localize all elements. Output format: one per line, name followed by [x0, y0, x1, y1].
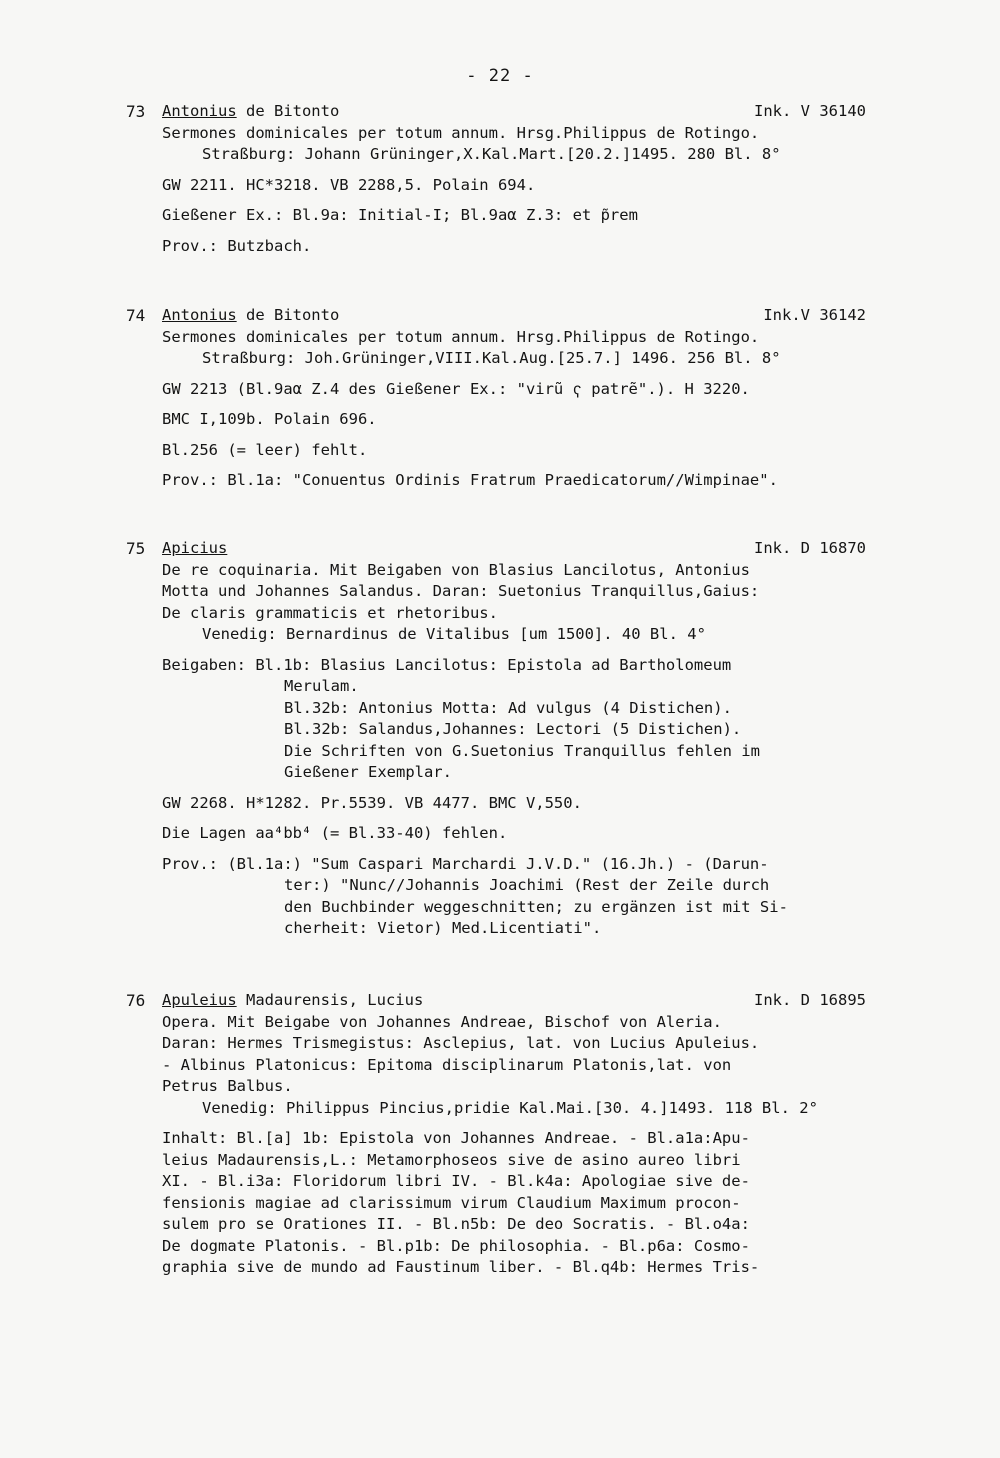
entry-line: De re coquinaria. Mit Beigaben von Blasius Lancilotus, Antonius	[162, 560, 750, 579]
entry-line: Bl.32b: Antonius Motta: Ad vulgus (4 Distichen).	[284, 698, 732, 717]
author-name: Apicius	[162, 539, 228, 557]
entry-line: Bl.32b: Salandus,Johannes: Lectori (5 Distichen).	[284, 720, 742, 738]
entry-line: GW 2211. HC*3218. VB 2288,5. Polain 694.	[162, 175, 536, 194]
entry-line: Straßburg: Joh.Grüninger,VIII.Kal.Aug.[25.7.] 1496. 256 Bl. 8°	[202, 349, 781, 367]
entry-line: Opera. Mit Beigabe von Johannes Andreae, Bischof von Aleria.	[162, 1012, 722, 1031]
entry-line: Petrus Balbus.	[162, 1077, 293, 1095]
entry-line: sulem pro se Orationes II. - Bl.n5b: De deo Socratis. - Bl.o4a:	[162, 1215, 750, 1233]
page-number: - 22 -	[466, 66, 534, 86]
entry-heading	[162, 101, 339, 123]
entry-line: ter:) "Nunc//Johannis Joachimi (Rest der Zeile durch	[284, 876, 770, 894]
author-rest: Madaurensis, Lucius	[236, 991, 424, 1009]
entry-line: Prov.: (Bl.1a:) "Sum Caspari Marchardi J.V.D." (16.Jh.) - (Darun-	[162, 854, 769, 873]
author-name: Antonius	[162, 306, 237, 324]
entry-heading	[162, 990, 423, 1012]
shelfmark: Ink. V 36140	[754, 102, 866, 120]
entry-line: GW 2268. H*1282. Pr.5539. VB 4477. BMC V,550.	[162, 793, 582, 812]
author-rest: de Bitonto	[236, 306, 340, 324]
entry-line: Venedig: Bernardinus de Vitalibus [um 1500]. 40 Bl. 4°	[202, 625, 706, 643]
entry-line: Beigaben: Bl.1b: Blasius Lancilotus: Epistola ad Bartholomeum	[162, 655, 732, 674]
entry-line: Bl.256 (= leer) fehlt.	[162, 440, 368, 459]
entry-line: Sermones dominicales per totum annum. Hrsg.Philippus de Rotingo.	[162, 327, 760, 346]
entry-heading	[162, 538, 227, 560]
entry-line: - Albinus Platonicus: Epitoma disciplinarum Platonis,lat. von	[162, 1055, 732, 1074]
entry-line: Gießener Exemplar.	[284, 763, 452, 781]
entry-line: Prov.: Bl.1a: "Conuentus Ordinis Fratrum Praedicatorum//Wimpinae".	[162, 471, 778, 489]
entry-line: Die Schriften von G.Suetonius Tranquillus fehlen im	[284, 741, 760, 760]
author-name: Apuleius	[162, 991, 237, 1009]
author-name: Antonius	[162, 102, 237, 120]
entry-number: 76	[126, 991, 146, 1010]
entry-line: den Buchbinder weggeschnitten; zu ergänzen ist mit Si-	[284, 897, 788, 916]
shelfmark: Ink. D 16895	[754, 991, 866, 1009]
entry-line: Daran: Hermes Trismegistus: Asclepius, lat. von Lucius Apuleius.	[162, 1034, 760, 1052]
entry-line: leius Madaurensis,L.: Metamorphoseos sive de asino aureo libri	[162, 1150, 741, 1169]
entry-line: Sermones dominicales per totum annum. Hrsg.Philippus de Rotingo.	[162, 123, 760, 142]
entry-line: Merulam.	[284, 677, 359, 695]
entry-line: XI. - Bl.i3a: Floridorum libri IV. - Bl.k4a: Apologiae sive de-	[162, 1172, 750, 1190]
author-rest: de Bitonto	[236, 102, 340, 120]
shelfmark: Ink.V 36142	[763, 306, 866, 324]
entry-line: cherheit: Vietor) Med.Licentiati".	[284, 919, 602, 937]
entry-line: Gießener Ex.: Bl.9a: Initial-I; Bl.9aα Z.3: et p̃rem	[162, 206, 638, 224]
entry-line: fensionis magiae ad clarissimum virum Claudium Maximum procon-	[162, 1193, 741, 1212]
entry-line: Straßburg: Johann Grüninger,X.Kal.Mart.[20.2.]1495. 280 Bl. 8°	[202, 145, 781, 163]
entry-line: Venedig: Philippus Pincius,pridie Kal.Mai.[30. 4.]1493. 118 Bl. 2°	[202, 1098, 818, 1117]
entry-line: BMC I,109b. Polain 696.	[162, 410, 377, 428]
entry-number: 74	[126, 306, 146, 325]
entry-line: Prov.: Butzbach.	[162, 236, 312, 255]
entry-line: Die Lagen aa⁴bb⁴ (= Bl.33-40) fehlen.	[162, 824, 508, 842]
entry-number: 73	[126, 102, 146, 121]
entry-heading	[162, 305, 339, 327]
entry-line: graphia sive de mundo ad Faustinum liber. - Bl.q4b: Hermes Tris-	[162, 1258, 760, 1276]
entry-line: Motta und Johannes Salandus. Daran: Suetonius Tranquillus,Gaius:	[162, 582, 760, 600]
entry-number: 75	[126, 539, 146, 558]
entry-line: De claris grammaticis et rhetoribus.	[162, 603, 498, 622]
shelfmark: Ink. D 16870	[754, 539, 866, 557]
entry-line: Inhalt: Bl.[a] 1b: Epistola von Johannes Andreae. - Bl.a1a:Apu-	[162, 1129, 750, 1147]
entry-line: GW 2213 (Bl.9aα Z.4 des Gießener Ex.: "virũ ҁ patrẽ".). H 3220.	[162, 379, 750, 398]
entry-line: De dogmate Platonis. - Bl.p1b: De philosophia. - Bl.p6a: Cosmo-	[162, 1236, 750, 1255]
